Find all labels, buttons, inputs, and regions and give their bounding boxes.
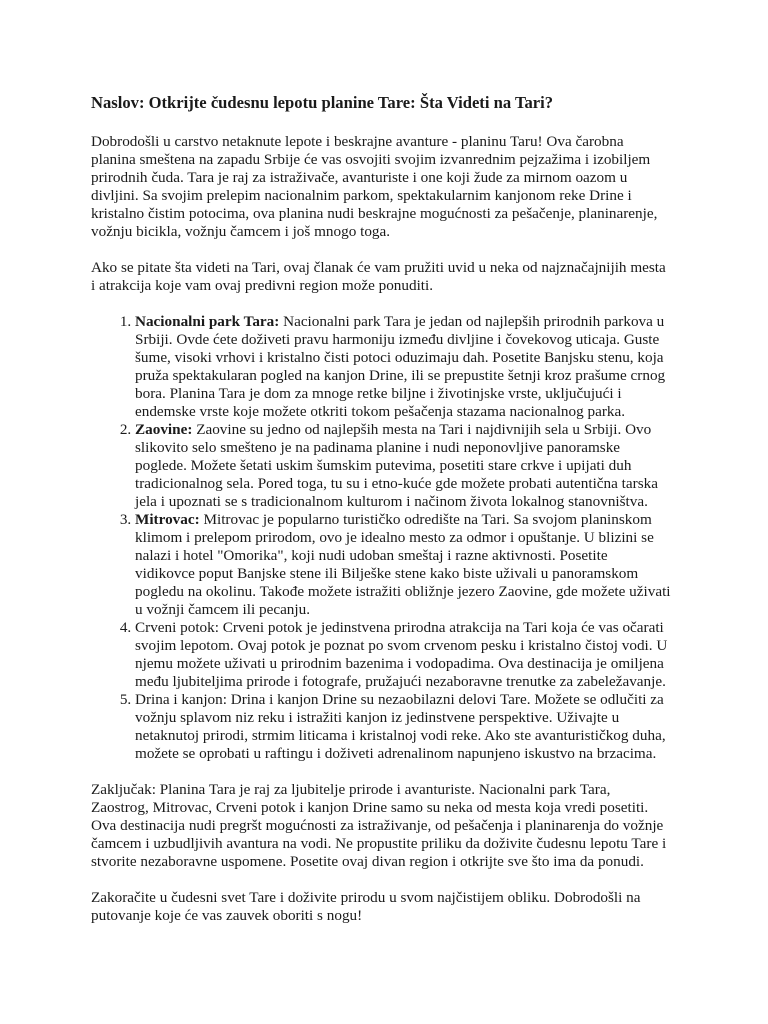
- list-item-text: Mitrovac je popularno turističko odredište na Tari. Sa svojom planinskom klimom i prelepom prirodom, ovo je idealno mesto za odmor i opuštanje. U blizini se nalazi i hotel "Omorika", koji nudi udoban smeštaj i razne aktivnosti. Posetite vidikovce poput Banjske stene ili Bilješke stene kako biste uživali u panoramskom pogledu na okolinu. Takođe možete istražiti obližnje jezero Zaovine, gde možete uživati u vožnji čamcem ili pecanju.: [135, 511, 671, 618]
- list-item-text: Zaovine su jedno od najlepših mesta na Tari i najdivnijih sela u Srbiji. Ovo slikovito selo smešteno je na padinama planine i nudi neponovljive panoramske poglede. Možete šetati uskim šumskim putevima, posetiti stare crkve i upijati duh tradicionalnog sela. Pored toga, tu su i etno-kuće gde možete probati autentična tarska jela i upoznati se s tradicionalnom kulturom i načinom života lokalnog stanovništva.: [135, 421, 658, 510]
- places-list: [91, 313, 671, 763]
- list-item-heading: Nacionalni park Tara:: [135, 313, 280, 330]
- list-item-crveni-potok: [135, 619, 671, 691]
- list-item-text: Crveni potok: Crveni potok je jedinstvena prirodna atrakcija na Tari koja će vas očarati svojim lepotom. Ovaj potok je poznat po svom crvenom pesku i kristalno čistoj vodi. U njemu možete uživati u prirodnim bazenima i vodopadima. Ova destinacija je omiljena među ljubiteljima prirode i fotografe, pružajući nezaboravne trenutke za zabeležavanje.: [135, 619, 668, 690]
- lead-paragraph: Ako se pitate šta videti na Tari, ovaj članak će vam pružiti uvid u neka od najznačajnijih mesta i atrakcija koje vam ovaj predivni region može ponuditi.: [91, 259, 666, 294]
- list-item-zaovine: [135, 421, 671, 511]
- list-item-text: Drina i kanjon: Drina i kanjon Drine su nezaobilazni delovi Tare. Možete se odlučiti za vožnju splavom niz reku i istražiti kanjon iz jedinstvene perspektive. Uživajte u netaknutoj prirodi, strmim liticama i kristalnoj vodi reke. Ako ste avanturističkog duha, možete se oprobati u raftingu i doživeti adrenalinom napunjeno iskustvo na brzacima.: [135, 691, 666, 762]
- intro-paragraph: Dobrodošli u carstvo netaknute lepote i beskrajne avanture - planinu Taru! Ova čarobna planina smeštena na zapadu Srbije će vas osvojiti svojim izvanrednim pejzažima i izobiljem prirodnih čuda. Tara je raj za istraživače, avanturiste i one koji žude za mirnom oazom u divljini. Sa svojim prelepim nacionalnim parkom, spektakularnim kanjonom reke Drine i kristalno čistim potocima, ova planina nudi beskrajne mogućnosti za pešačenje, planinarenje, vožnju bicikla, vožnju čamcem i još mnogo toga.: [91, 133, 658, 240]
- closing-paragraph: Zakoračite u čudesni svet Tare i doživite prirodu u svom najčistijem obliku. Dobrodošli na putovanje koje će vas zauvek oboriti s nogu!: [91, 889, 641, 924]
- list-item-mitrovac: [135, 511, 671, 619]
- list-item-drina-kanjon: [135, 691, 671, 763]
- list-item-nacionalni-park: [135, 313, 671, 421]
- list-item-text: Nacionalni park Tara je jedan od najlepših prirodnih parkova u Srbiji. Ovde ćete doživeti pravu harmoniju između divljine i čovekovog uticaja. Guste šume, visoki vrhovi i kristalno čisti potoci oduzimaju dah. Posetite Banjsku stenu, koja pruža spektakularan pogled na kanjon Drine, ili se prepustite šetnji kroz prašume crnog bora. Planina Tara je dom za mnoge retke biljne i životinjske vrste, uključujući i endemske vrste koje možete otkriti tokom pešačenja stazama nacionalnog parka.: [135, 313, 666, 420]
- document-page: [91, 92, 671, 943]
- list-item-heading: Zaovine:: [135, 421, 193, 438]
- document-title: Naslov: Otkrijte čudesnu lepotu planine Tare: Šta Videti na Tari?: [91, 93, 554, 112]
- list-item-heading: Mitrovac:: [135, 511, 200, 528]
- conclusion-paragraph: Zaključak: Planina Tara je raj za ljubitelje prirode i avanturiste. Nacionalni park Tara, Zaostrog, Mitrovac, Crveni potok i kanjon Drine samo su neka od mesta koja vredi posetiti. Ova destinacija nudi pregršt mogućnosti za istraživanje, od pešačenja i planinarenja do vožnje čamcem i uzbudljivih avantura na vodi. Ne propustite priliku da doživite čudesnu lepotu Tare i stvorite nezaboravne uspomene. Posetite ovaj divan region i otkrijte sve što ima da ponudi.: [91, 781, 667, 870]
